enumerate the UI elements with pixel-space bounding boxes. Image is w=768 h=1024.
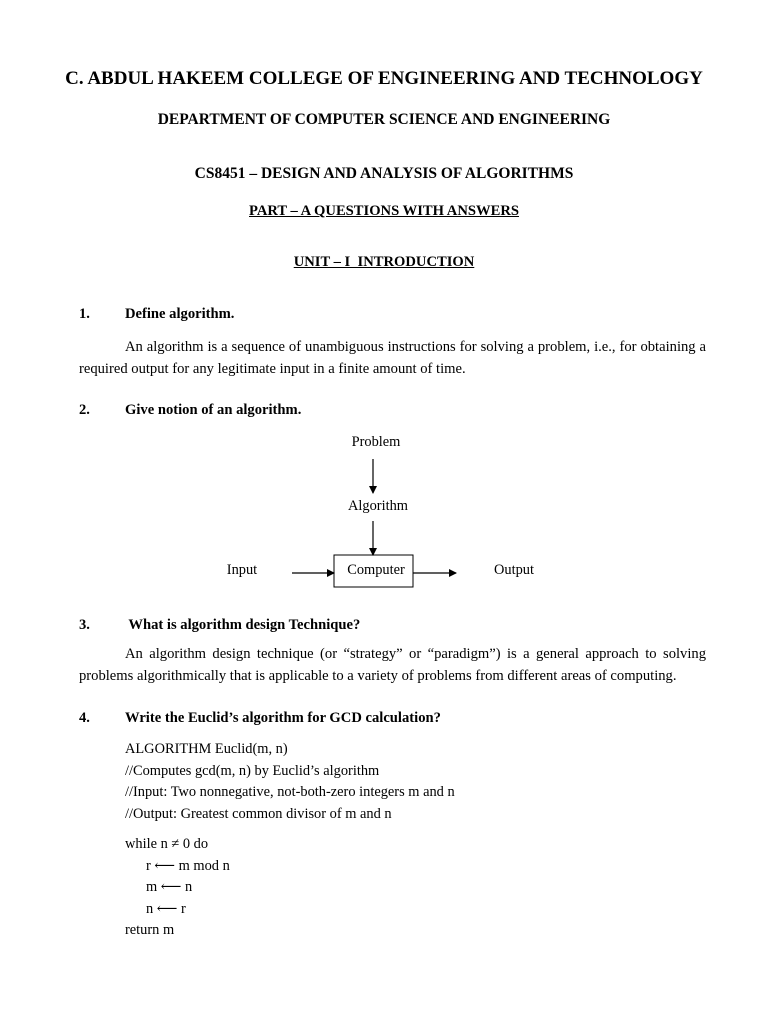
answer-paragraph: An algorithm is a sequence of unambiguous instructions for solving a problem, i.e., for obtaining a required output for any legitimate input in a finite amount of time. bbox=[79, 339, 706, 377]
question-text: Write the Euclid’s algorithm for GCD calculation? bbox=[125, 710, 441, 726]
question-number: 2. bbox=[79, 402, 90, 418]
question-number: 3. bbox=[79, 617, 90, 633]
question-text: Give notion of an algorithm. bbox=[125, 402, 302, 418]
unit-heading-wrap bbox=[0, 254, 768, 271]
part-heading-wrap bbox=[0, 203, 768, 220]
code-line: //Computes gcd(m, n) by Euclid’s algorithm bbox=[125, 763, 380, 779]
diagram-output-label: Output bbox=[494, 562, 534, 578]
question-number: 1. bbox=[79, 306, 90, 322]
code-line: n ⟵ r bbox=[146, 901, 186, 917]
algorithm-notion-diagram bbox=[0, 425, 768, 595]
code-line: return m bbox=[125, 922, 175, 938]
question-text: What is algorithm design Technique? bbox=[125, 617, 361, 633]
diagram-computer-label: Computer bbox=[347, 562, 405, 578]
code-line: m ⟵ n bbox=[146, 879, 193, 895]
question-text: Define algorithm. bbox=[125, 306, 235, 322]
course-title: CS8451 – DESIGN AND ANALYSIS OF ALGORITHMS bbox=[194, 165, 574, 182]
code-line: ALGORITHM Euclid(m, n) bbox=[125, 741, 288, 757]
code-line: r ⟵ m mod n bbox=[146, 858, 230, 874]
code-line: while n ≠ 0 do bbox=[125, 836, 209, 852]
college-name: C. ABDUL HAKEEM COLLEGE OF ENGINEERING AND TECHNOLOGY bbox=[65, 68, 703, 89]
answer-paragraph: An algorithm design technique (or “strategy” or “paradigm”) is a general approach to solving problems algorithmically that is applicable to a variety of problems from different areas of computing. bbox=[79, 646, 706, 684]
diagram-algorithm-label: Algorithm bbox=[348, 498, 408, 514]
part-heading: PART – A QUESTIONS WITH ANSWERS bbox=[249, 203, 519, 219]
diagram-input-label: Input bbox=[226, 562, 258, 578]
code-line: //Input: Two nonnegative, not-both-zero integers m and n bbox=[125, 784, 455, 800]
department-name: DEPARTMENT OF COMPUTER SCIENCE AND ENGINEERING bbox=[157, 111, 611, 128]
code-line: //Output: Greatest common divisor of m and n bbox=[125, 806, 392, 822]
diagram-problem-label: Problem bbox=[351, 434, 401, 450]
question-number: 4. bbox=[79, 710, 90, 726]
unit-heading: UNIT – I INTRODUCTION bbox=[293, 254, 475, 270]
